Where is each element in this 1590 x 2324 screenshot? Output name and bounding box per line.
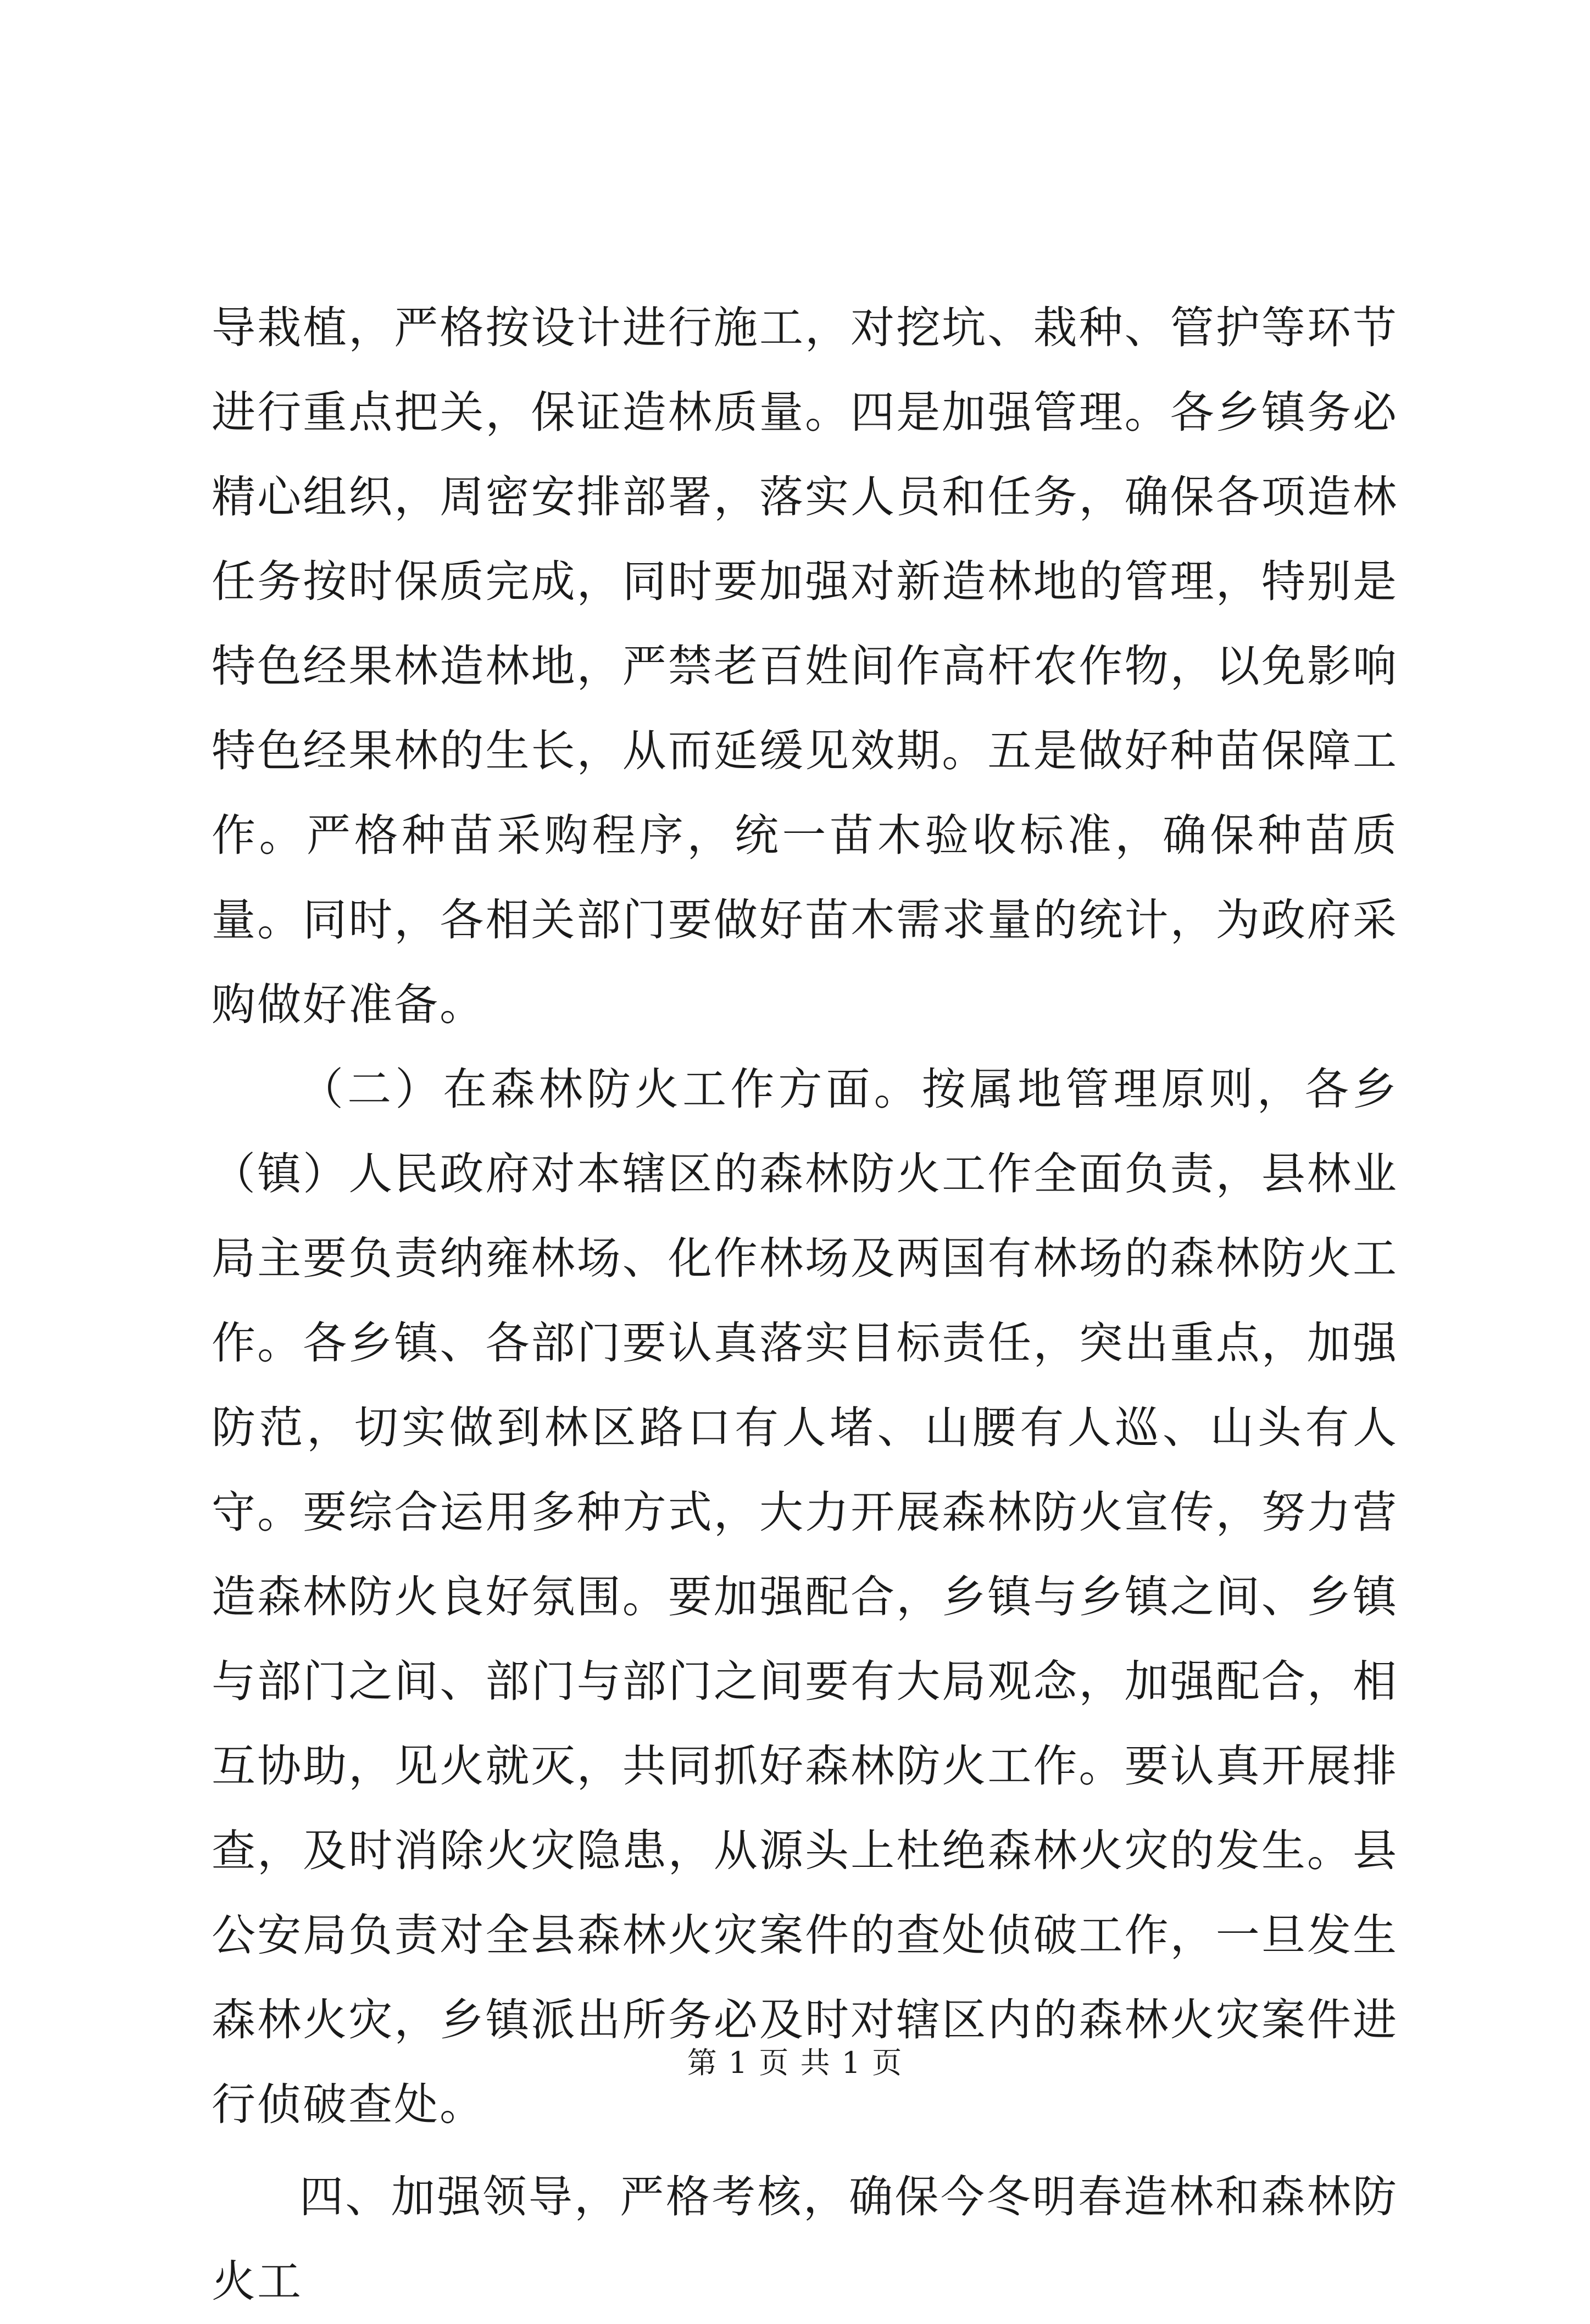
document-body: [212, 286, 1398, 2324]
section-heading-four: 四、加强领导，严格考核，确保今冬明春造林和森林防火工: [212, 2171, 1398, 2307]
page-footer: 第 1 页 共 1 页: [687, 2045, 903, 2080]
paragraph-afforestation-continued: 导栽植，严格按设计进行施工，对挖坑、栽种、管护等环节进行重点把关，保证造林质量。四是加强管理。各乡镇务必精心组织，周密安排部署，落实人员和任务，确保各项造林任务按时保质完成，同时要加强对新造林地的管理，特别是特色经果林造林地，严禁老百姓间作高杆农作物，以免影响特色经果林的生长，从而延缓见效期。五是做好种苗保障工作。严格种苗采购程序，统一苗木验收标准，确保种苗质量。同时，各相关部门要做好苗木需求量的统计，为政府采购做好准备。: [212, 302, 1398, 1030]
paragraph-forest-fire-prevention: （二）在森林防火工作方面。按属地管理原则，各乡（镇）人民政府对本辖区的森林防火工作全面负责，县林业局主要负责纳雍林场、化作林场及两国有林场的森林防火工作。各乡镇、各部门要认真落实目标责任，突出重点，加强防范，切实做到林区路口有人堵、山腰有人巡、山头有人守。要综合运用多种方式，大力开展森林防火宣传，努力营造森林防火良好氛围。要加强配合，乡镇与乡镇之间、乡镇与部门之间、部门与部门之间要有大局观念，加强配合，相互协助，见火就灭，共同抓好森林防火工作。要认真开展排查，及时消除火灾隐患，从源头上杜绝森林火灾的发生。县公安局负责对全县森林火灾案件的查处侦破工作，一旦发生森林火灾，乡镇派出所务必及时对辖区内的森林火灾案件进行侦破查处。: [212, 1064, 1398, 2130]
